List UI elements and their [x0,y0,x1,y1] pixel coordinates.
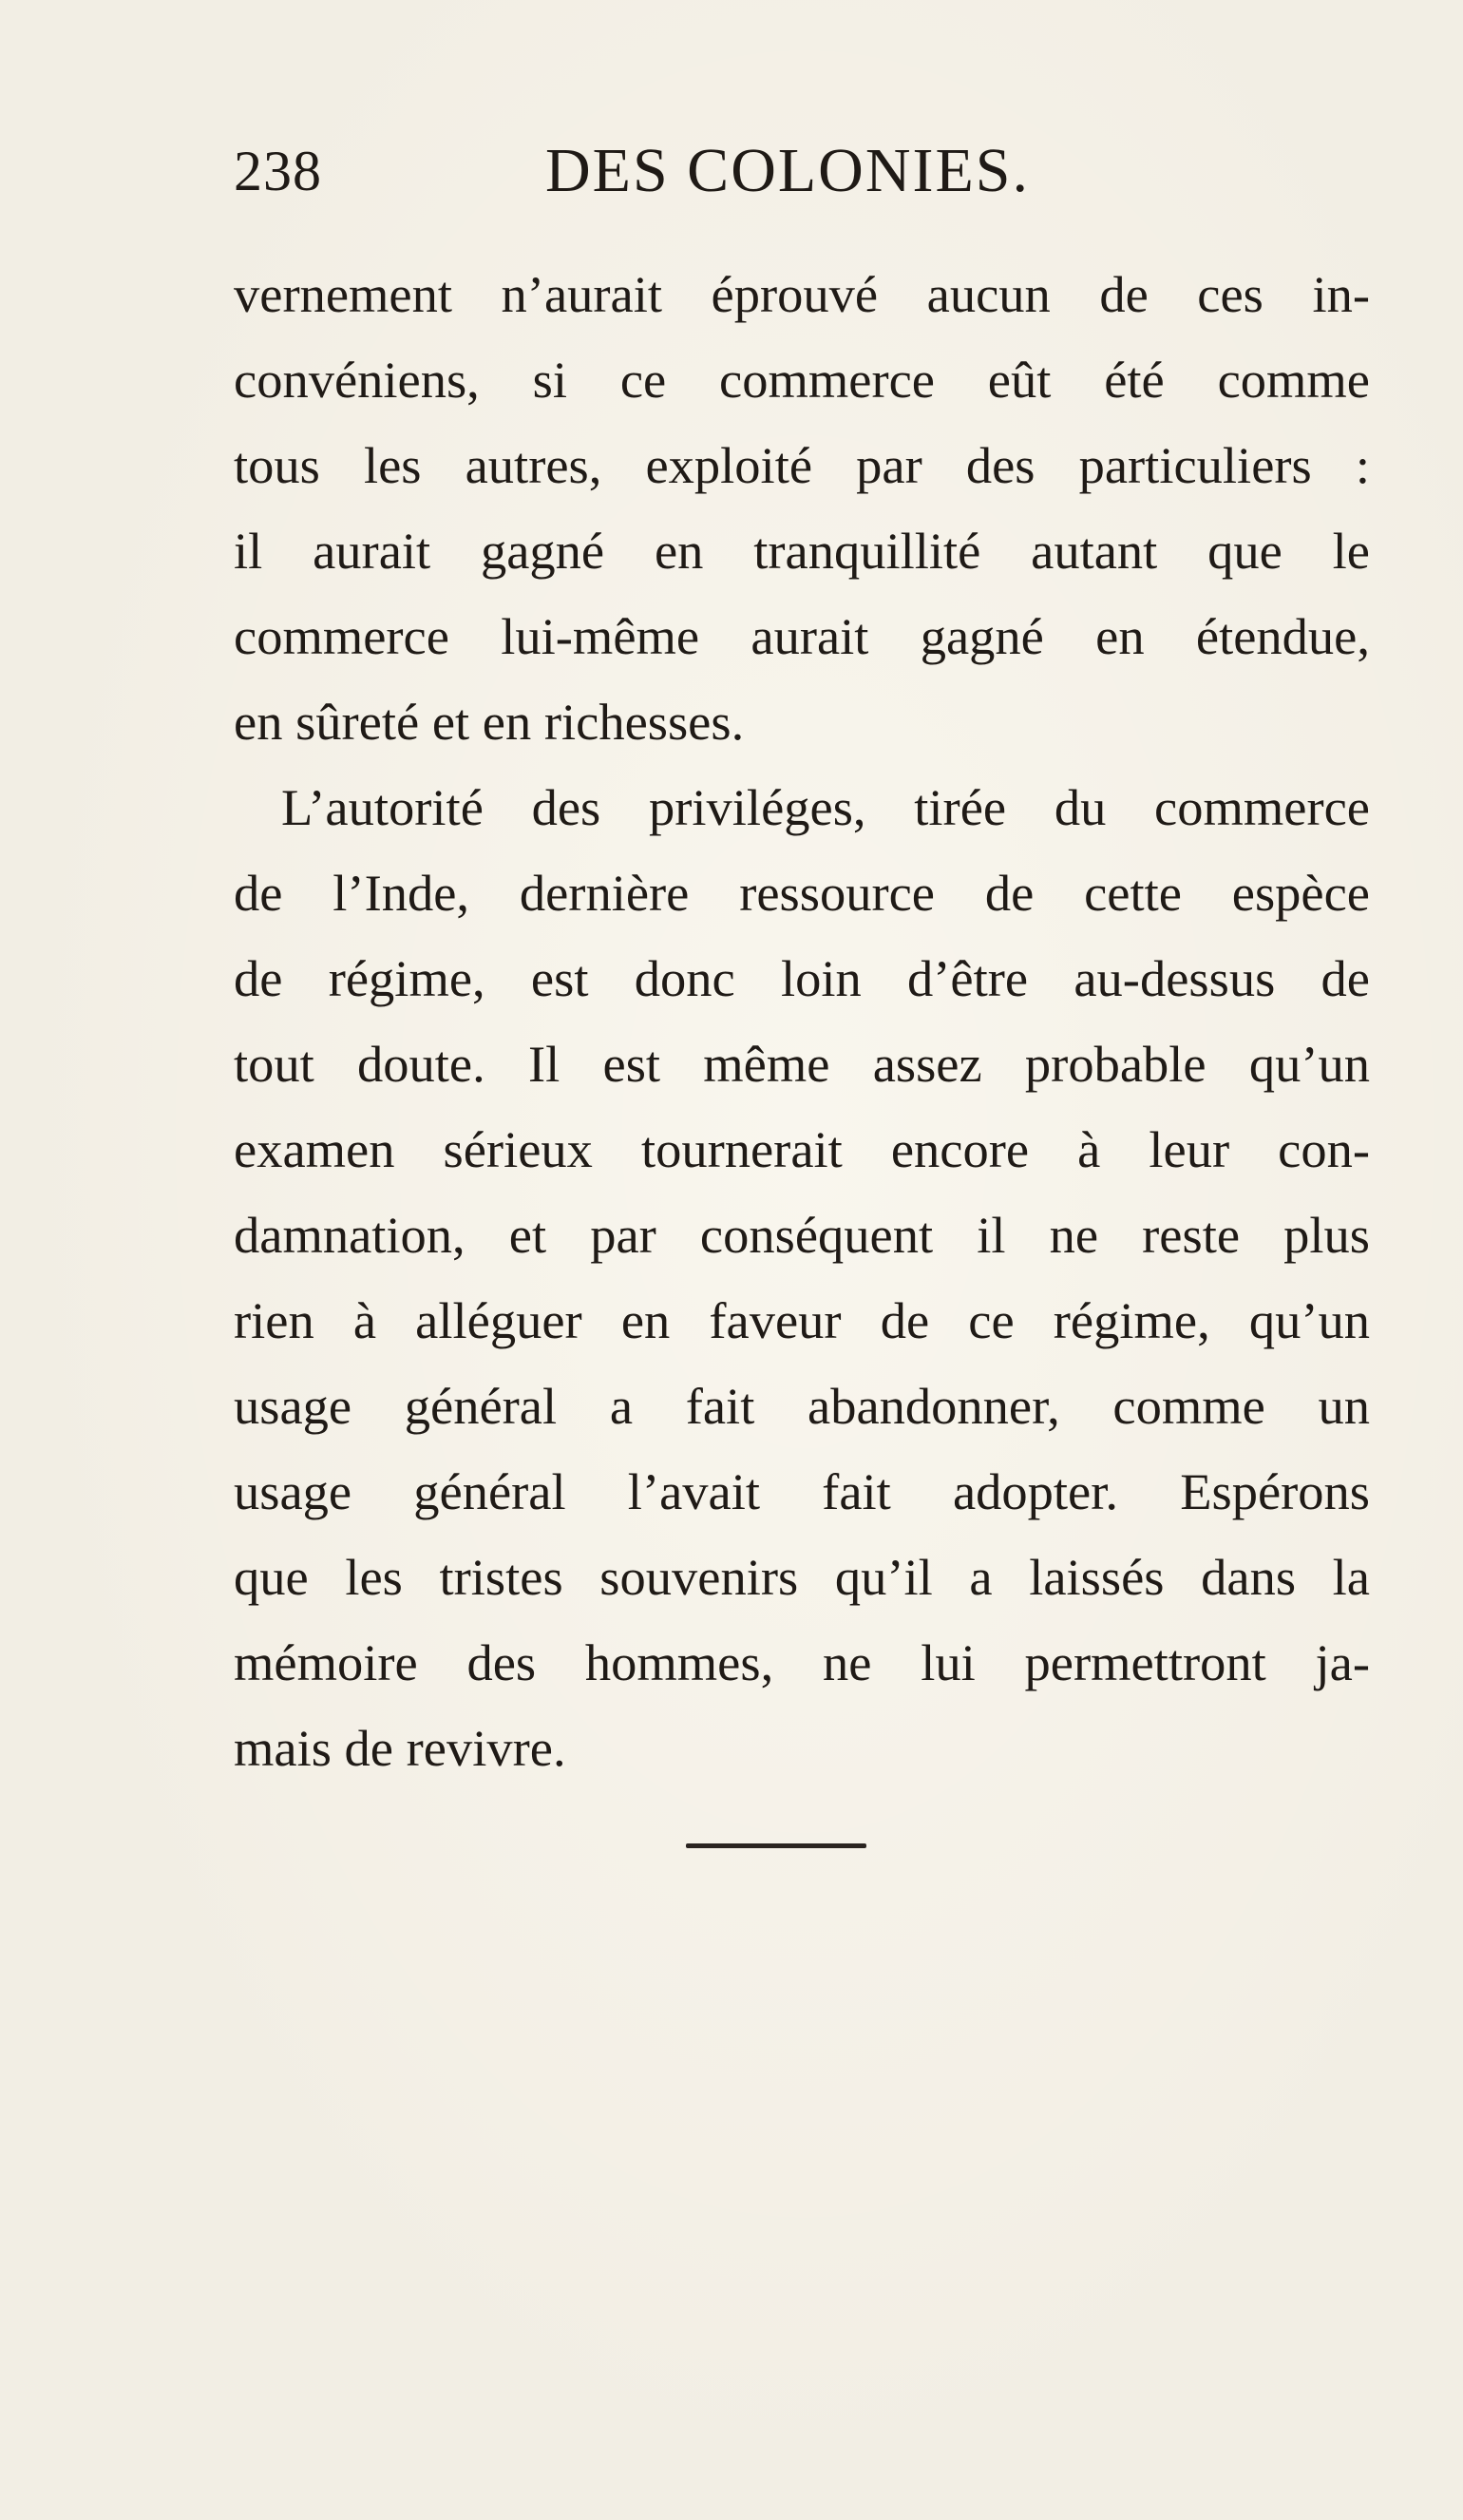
text-line: mémoire des hommes, ne lui permettront ja- [234,1633,1370,1691]
text-line: tous les autres, exploité par des particuliers : [234,436,1370,494]
text-line: de l’Inde, dernière ressource de cette espèce [234,864,1370,922]
text-line: tout doute. Il est même assez probable qu’un [234,1035,1370,1093]
text-line: damnation, et par conséquent il ne reste plus [234,1206,1370,1264]
text-line: rien à alléguer en faveur de ce régime, qu’un [234,1291,1370,1349]
text-line: usage général a fait abandonner, comme un [234,1377,1370,1435]
text-line: vernement n’aurait éprouvé aucun de ces in- [234,265,1370,323]
text-line: commerce lui-même aurait gagné en étendue, [234,607,1370,665]
text-line: de régime, est donc loin d’être au-dessus de [234,949,1370,1007]
section-end-rule [686,1843,866,1848]
page-number: 238 [234,140,322,202]
text-line: examen sérieux tournerait encore à leur con- [234,1120,1370,1178]
text-line: que les tristes souvenirs qu’il a laissés dans la [234,1548,1370,1606]
text-line: il aurait gagné en tranquillité autant que le [234,522,1370,580]
running-title: DES COLONIES. [545,136,1031,205]
text-line: convéniens, si ce commerce eût été comme [234,351,1370,409]
running-head [234,133,1370,209]
paragraph-start-line: L’autorité des priviléges, tirée du commerce [281,778,1370,836]
body-text [234,252,1370,1791]
text-line: usage général l’avait fait adopter. Espérons [234,1462,1370,1520]
paragraph-end-line: mais de revivre. [234,1719,566,1777]
paragraph-end-line: en sûreté et en richesses. [234,693,745,751]
